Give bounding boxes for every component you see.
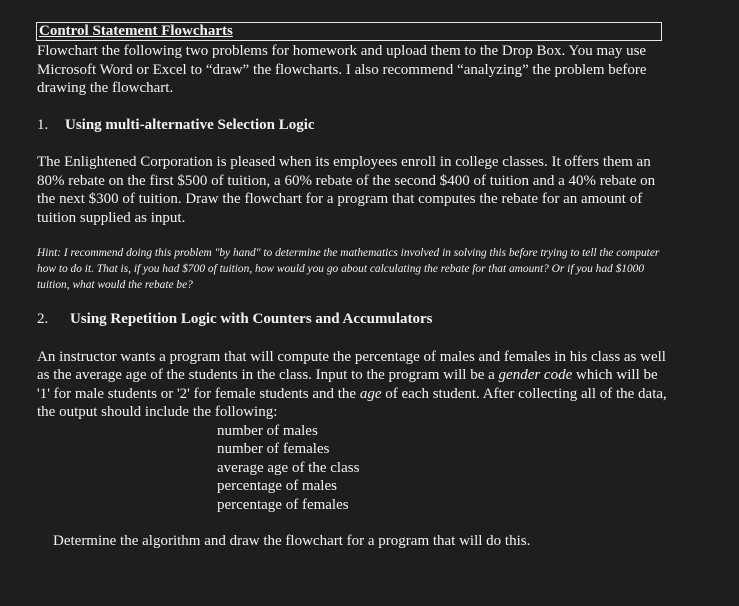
section-1-body: The Enlightened Corporation is pleased when its employees enroll in college classes. It offers them an 80% rebate on the first $500 of tuition, a 60% rebate of the second $400 of tuition and a 40% rebate on the next $300 of tuition. Draw the flowchart for a program that computes the rebate for an amount of tuition supplied as input. — [37, 154, 656, 226]
age-term: age — [359, 385, 382, 402]
output-item: average age of the class — [217, 459, 360, 476]
section-1-title: Using multi-alternative Selection Logic — [65, 116, 315, 133]
output-item: percentage of males — [217, 478, 337, 494]
section-2-number: 2. — [37, 311, 49, 327]
section-2-title: Using Repetition Logic with Counters and Accumulators — [70, 311, 433, 327]
output-item: number of females — [217, 441, 330, 457]
output-list — [37, 422, 667, 515]
closing-instruction: Determine the algorithm and draw the flowchart for a program that will do this. — [53, 533, 531, 549]
section-2-body — [37, 348, 667, 422]
output-item: percentage of females — [217, 496, 349, 513]
intro-paragraph: Flowchart the following two problems for homework and upload them to the Drop Box. You may use Microsoft Word or Excel to “draw” the flowcharts. I also recommend “analyzing” the problem before drawing the flowchart. — [37, 43, 647, 96]
section-2-heading — [37, 310, 667, 329]
gender-code-term: gender code — [498, 367, 573, 383]
section-2-body-part2: which will be '1' for male students or '2' for female students and the — [37, 367, 658, 402]
document-title: Control Statement Flowcharts — [36, 22, 662, 41]
section-2-body-part1: An instructor wants a program that will compute the percentage of males and females in his class as well as the average age of the students in the class. Input to the program will be a — [37, 348, 666, 383]
section-1-hint: Hint: I recommend doing this problem "by hand" to determine the mathematics involved in solving this before trying to tell the computer how to do it. That is, if you had $700 of tuition, how would you go about calculating the rebate for that amount? Or if you had $1000 tuition, what would the rebate be? — [37, 247, 660, 291]
section-2-body-part3: of each student. After collecting all of the data, the output should include the following: — [37, 385, 667, 420]
section-1-heading — [37, 116, 667, 135]
output-item: number of males — [217, 422, 318, 439]
section-1-number: 1. — [37, 116, 49, 133]
document-page — [37, 22, 667, 551]
